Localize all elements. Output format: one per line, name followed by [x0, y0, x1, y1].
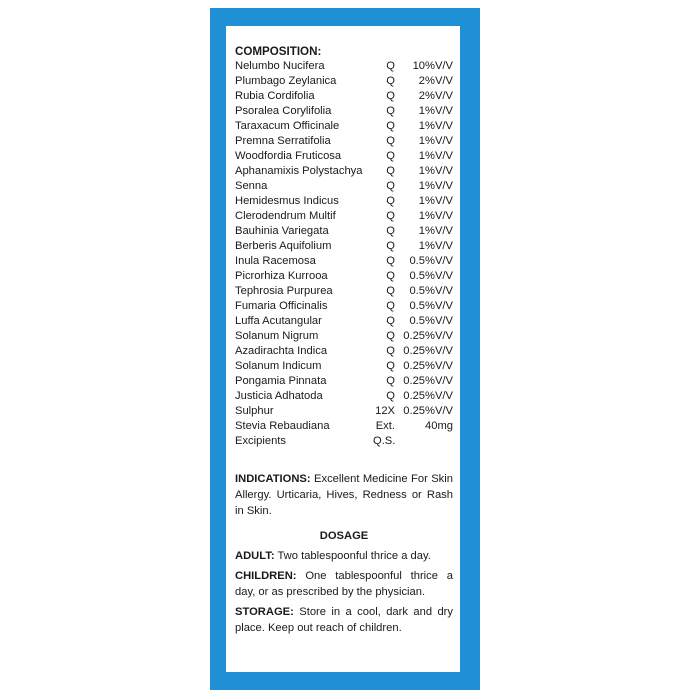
ingredient-concentration: 1%V/V	[418, 135, 453, 147]
composition-row	[235, 194, 453, 209]
ingredient-potency: Q.S.	[373, 435, 396, 447]
ingredient-name: Azadirachta Indica	[235, 345, 328, 357]
ingredient-potency: Q	[386, 90, 395, 102]
ingredient-potency: 12X	[375, 405, 395, 417]
composition-row	[235, 269, 453, 284]
ingredient-concentration: 0.25%V/V	[403, 390, 453, 402]
ingredient-concentration: 1%V/V	[418, 120, 453, 132]
children-dosage	[235, 568, 453, 600]
indications-section	[235, 471, 453, 519]
ingredient-name: Picrorhiza Kurrooa	[235, 270, 328, 282]
ingredient-name: Stevia Rebaudiana	[235, 420, 330, 432]
ingredient-concentration: 0.25%V/V	[403, 330, 453, 342]
storage-text: Store in a cool, dark and dry place. Keep out reach of children.	[235, 606, 453, 634]
composition-row	[235, 89, 453, 104]
ingredient-concentration: 0.5%V/V	[409, 255, 453, 267]
ingredient-name: Solanum Indicum	[235, 360, 322, 372]
ingredient-concentration: 0.5%V/V	[409, 270, 453, 282]
composition-row	[235, 254, 453, 269]
ingredient-name: Solanum Nigrum	[235, 330, 319, 342]
ingredient-concentration: 1%V/V	[418, 195, 453, 207]
composition-row	[235, 119, 453, 134]
ingredient-potency: Q	[386, 255, 395, 267]
ingredient-concentration: 1%V/V	[418, 240, 453, 252]
composition-row	[235, 359, 453, 374]
composition-row	[235, 59, 453, 74]
composition-title: COMPOSITION:	[235, 45, 322, 58]
ingredient-concentration: 1%V/V	[418, 225, 453, 237]
ingredient-concentration: 1%V/V	[418, 180, 453, 192]
ingredient-potency: Q	[386, 390, 395, 402]
storage-label: STORAGE:	[235, 606, 294, 618]
composition-row	[235, 239, 453, 254]
ingredient-potency: Q	[386, 300, 395, 312]
composition-row	[235, 134, 453, 149]
ingredient-name: Sulphur	[235, 405, 274, 417]
ingredient-name: Plumbago Zeylanica	[235, 75, 337, 87]
ingredient-potency: Q	[386, 360, 395, 372]
ingredient-potency: Q	[386, 165, 395, 177]
composition-row	[235, 104, 453, 119]
composition-list	[235, 59, 453, 449]
composition-row	[235, 224, 453, 239]
ingredient-potency: Q	[386, 330, 395, 342]
ingredient-potency: Q	[386, 270, 395, 282]
ingredient-potency: Q	[386, 210, 395, 222]
ingredient-potency: Q	[386, 195, 395, 207]
dosage-heading: DOSAGE	[319, 530, 369, 542]
ingredient-name: Aphanamixis Polystachya	[235, 165, 363, 177]
composition-row	[235, 149, 453, 164]
composition-row	[235, 299, 453, 314]
ingredient-potency: Q	[386, 135, 395, 147]
ingredient-name: Fumaria Officinalis	[235, 300, 328, 312]
ingredient-name: Inula Racemosa	[235, 255, 316, 267]
ingredient-concentration: 10%V/V	[412, 60, 453, 72]
composition-row	[235, 209, 453, 224]
ingredient-concentration: 40mg	[425, 420, 453, 432]
ingredient-concentration: 1%V/V	[418, 210, 453, 222]
adult-label: ADULT:	[235, 550, 275, 562]
children-label: CHILDREN:	[235, 570, 297, 582]
ingredient-name: Woodfordia Fruticosa	[235, 150, 342, 162]
ingredient-concentration: 0.5%V/V	[409, 285, 453, 297]
ingredient-name: Excipients	[235, 435, 286, 447]
ingredient-concentration: 2%V/V	[418, 90, 453, 102]
indications-label: INDICATIONS:	[235, 473, 311, 485]
ingredient-potency: Q	[386, 375, 395, 387]
label-frame	[210, 8, 480, 690]
adult-text: Two tablespoonful thrice a day.	[274, 550, 431, 562]
ingredient-potency: Q	[386, 315, 395, 327]
composition-row	[235, 434, 453, 449]
ingredient-name: Berberis Aquifolium	[235, 240, 332, 252]
ingredient-name: Tephrosia Purpurea	[235, 285, 333, 297]
ingredient-potency: Q	[386, 240, 395, 252]
ingredient-concentration: 0.25%V/V	[403, 405, 453, 417]
ingredient-concentration: 2%V/V	[418, 75, 453, 87]
ingredient-name: Pongamia Pinnata	[235, 375, 327, 387]
ingredient-potency: Q	[386, 75, 395, 87]
ingredient-potency: Q	[386, 120, 395, 132]
ingredient-concentration: 0.25%V/V	[403, 375, 453, 387]
ingredient-name: Senna	[235, 180, 268, 192]
ingredient-potency: Q	[386, 180, 395, 192]
label-panel	[226, 26, 460, 672]
ingredient-concentration: 1%V/V	[418, 150, 453, 162]
composition-row	[235, 389, 453, 404]
composition-row	[235, 314, 453, 329]
composition-row	[235, 374, 453, 389]
adult-dosage	[235, 548, 453, 564]
composition-row	[235, 404, 453, 419]
ingredient-potency: Q	[386, 345, 395, 357]
children-text: One tablespoonful thrice a day, or as prescribed by the physician.	[235, 570, 453, 598]
indications-text: Excellent Medicine For Skin Allergy. Urticaria, Hives, Redness or Rash in Skin.	[235, 473, 453, 517]
composition-row	[235, 74, 453, 89]
ingredient-concentration: 0.25%V/V	[403, 345, 453, 357]
ingredient-concentration: 0.5%V/V	[409, 315, 453, 327]
ingredient-concentration	[395, 434, 453, 449]
ingredient-name: Bauhinia Variegata	[235, 225, 329, 237]
composition-row	[235, 419, 453, 434]
ingredient-concentration: 0.5%V/V	[409, 300, 453, 312]
composition-row	[235, 284, 453, 299]
ingredient-potency: Q	[386, 105, 395, 117]
ingredient-name: Premna Serratifolia	[235, 135, 331, 147]
ingredient-potency: Q	[386, 150, 395, 162]
storage-section	[235, 604, 453, 636]
composition-row	[235, 344, 453, 359]
composition-row	[235, 179, 453, 194]
ingredient-concentration: 1%V/V	[418, 105, 453, 117]
ingredient-potency: Q	[386, 225, 395, 237]
ingredient-name: Luffa Acutangular	[235, 315, 322, 327]
ingredient-name: Psoralea Corylifolia	[235, 105, 332, 117]
ingredient-name: Nelumbo Nucifera	[235, 60, 325, 72]
ingredient-name: Taraxacum Officinale	[235, 120, 340, 132]
ingredient-name: Hemidesmus Indicus	[235, 195, 339, 207]
ingredient-name: Clerodendrum Multif	[235, 210, 336, 222]
ingredient-name: Rubia Cordifolia	[235, 90, 315, 102]
composition-row	[235, 329, 453, 344]
ingredient-potency: Q	[386, 60, 395, 72]
ingredient-name: Justicia Adhatoda	[235, 390, 323, 402]
ingredient-concentration: 0.25%V/V	[403, 360, 453, 372]
ingredient-potency: Ext.	[375, 420, 395, 432]
ingredient-potency: Q	[386, 285, 395, 297]
composition-row	[235, 164, 453, 179]
ingredient-concentration: 1%V/V	[418, 165, 453, 177]
